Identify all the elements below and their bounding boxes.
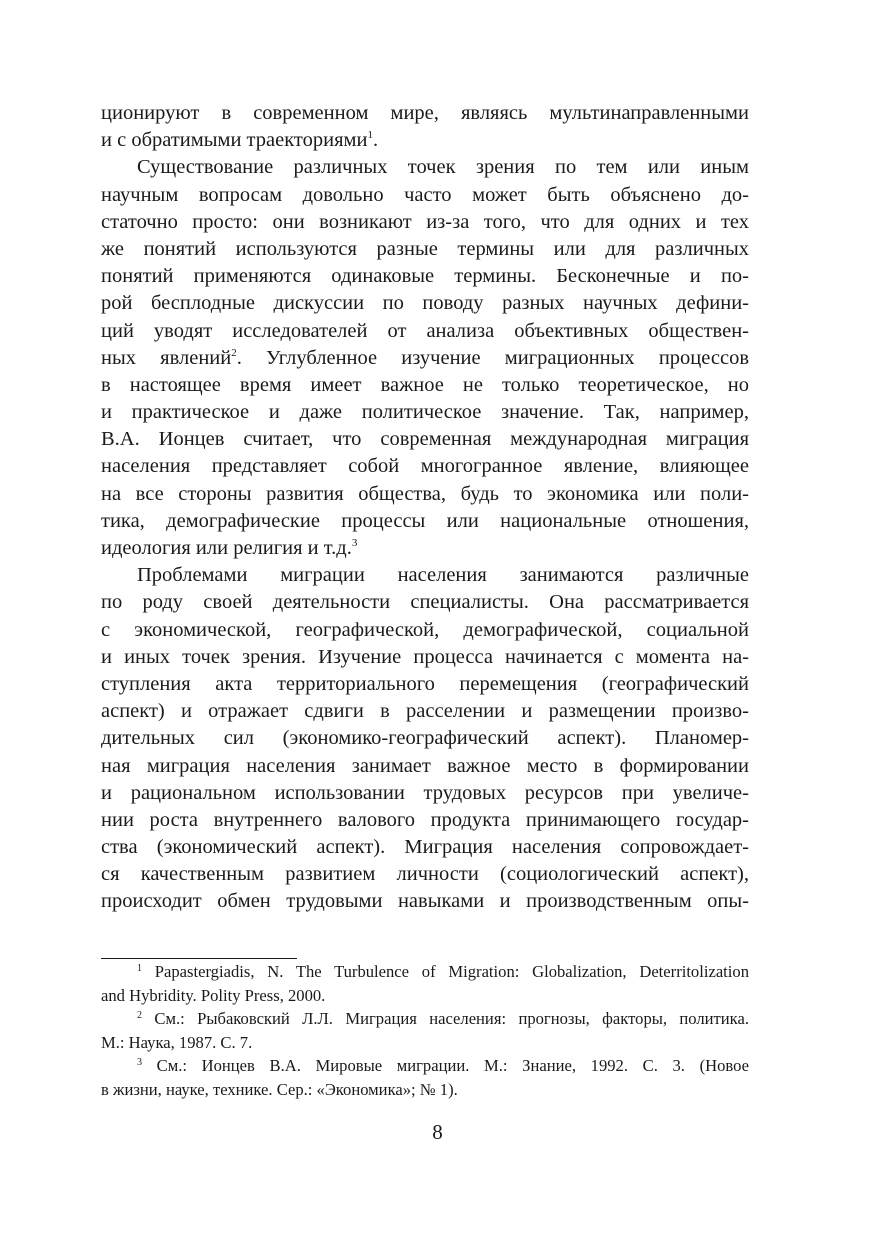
footnote-marker: 3 bbox=[137, 1057, 142, 1068]
text-line: ства (экономический аспект). Миграция населения сопровождает- bbox=[101, 836, 749, 859]
text-line bbox=[101, 345, 749, 372]
footnote-marker: 2 bbox=[137, 1010, 142, 1021]
footnote-marker: 1 bbox=[137, 963, 142, 974]
footnote bbox=[101, 1007, 749, 1054]
footnote-ref[interactable]: 3 bbox=[351, 537, 358, 549]
text-line: понятий применяются одинаковые термины. Бесконечные и по- bbox=[101, 265, 749, 288]
text-line: тика, демографические процессы или национальные отношения, bbox=[101, 509, 749, 532]
text-line: ций уводят исследователей от анализа объективных обществен- bbox=[101, 319, 749, 342]
text-fragment: идеология или религия и т.д. bbox=[101, 537, 352, 559]
text-fragment: . Углубленное изучение миграционных процессов bbox=[236, 346, 750, 369]
text-line: и иных точек зрения. Изучение процесса начинается с момента на- bbox=[101, 645, 749, 668]
paragraph bbox=[101, 154, 749, 562]
footnote-separator bbox=[101, 958, 297, 959]
text-line: и рациональном использовании трудовых ресурсов при увеличе- bbox=[101, 781, 749, 804]
footnote bbox=[101, 1054, 749, 1101]
paragraph bbox=[101, 100, 749, 154]
text-line: аспект) и отражает сдвиги в расселении и размещении произво- bbox=[101, 700, 749, 723]
main-text bbox=[101, 100, 749, 916]
text-line: по роду своей деятельности специалисты. Она рассматривается bbox=[101, 591, 749, 614]
text-line: рой бесплодные дискуссии по поводу разных научных дефини- bbox=[101, 292, 749, 315]
footnote-line bbox=[101, 1054, 749, 1078]
text-line: ступления акта территориального перемещения (географический bbox=[101, 672, 749, 695]
footnote-text: См.: Рыбаковский Л.Л. Миграция населения: прогнозы, факторы, политика. bbox=[154, 1009, 750, 1028]
page-number: 8 bbox=[432, 1120, 443, 1144]
text-line: дительных сил (экономико-географический аспект). Планомер- bbox=[101, 727, 749, 750]
text-line: на все стороны развития общества, будь то экономика или поли- bbox=[101, 482, 749, 505]
footnote-line: М.: Наука, 1987. С. 7. bbox=[101, 1032, 253, 1052]
footnotes bbox=[101, 960, 749, 1101]
text-fragment: ных явлений bbox=[101, 346, 232, 369]
text-line: Проблемами миграции населения занимаются различные bbox=[137, 564, 749, 587]
text-line: ся качественным развитием личности (социологический аспект), bbox=[101, 863, 749, 886]
text-fragment: . bbox=[372, 129, 379, 152]
text-line: же понятий используются разные термины или для различных bbox=[101, 237, 749, 260]
footnote-ref[interactable]: 2 bbox=[231, 346, 237, 359]
text-line bbox=[101, 127, 749, 154]
footnote-line bbox=[101, 960, 749, 984]
footnote-line bbox=[101, 1007, 749, 1031]
text-line: статочно просто: они возникают из-за того, что для одних и тех bbox=[101, 210, 749, 233]
footnote-text: См.: Ионцев В.А. Мировые миграции. М.: Знание, 1992. С. 3. (Новое bbox=[156, 1056, 749, 1075]
text-line: и практическое и даже политическое значение. Так, например, bbox=[101, 401, 749, 424]
text-line: В.А. Ионцев считает, что современная международная миграция bbox=[101, 428, 749, 451]
footnote bbox=[101, 960, 749, 1007]
footnote-line: в жизни, науке, технике. Сер.: «Экономика»; № 1). bbox=[101, 1079, 458, 1099]
paragraph bbox=[101, 562, 749, 915]
text-line: научным вопросам довольно часто может быть объяснено до- bbox=[101, 183, 749, 206]
text-line: происходит обмен трудовыми навыками и производственным опы- bbox=[101, 890, 749, 913]
text-line: нии роста внутреннего валового продукта принимающего государ- bbox=[101, 808, 749, 831]
text-line: ная миграция населения занимает важное место в формировании bbox=[101, 754, 749, 777]
footnote-ref[interactable]: 1 bbox=[367, 129, 373, 142]
text-fragment: и с обратимыми траекториями bbox=[101, 129, 368, 152]
text-line: Существование различных точек зрения по тем или иным bbox=[137, 156, 749, 179]
text-line: населения представляет собой многогранное явление, влияющее bbox=[101, 455, 749, 478]
footnote-text: Papastergiadis, N. The Turbulence of Migration: Globalization, Deterritolization bbox=[154, 962, 749, 981]
text-line bbox=[101, 535, 749, 562]
footnote-line: and Hybridity. Polity Press, 2000. bbox=[101, 985, 326, 1005]
text-line: в настоящее время имеет важное не только теоретическое, но bbox=[101, 373, 749, 396]
text-line: ционируют в современном мире, являясь мультинаправленными bbox=[101, 102, 749, 124]
text-line: с экономической, географической, демографической, социальной bbox=[101, 618, 749, 641]
